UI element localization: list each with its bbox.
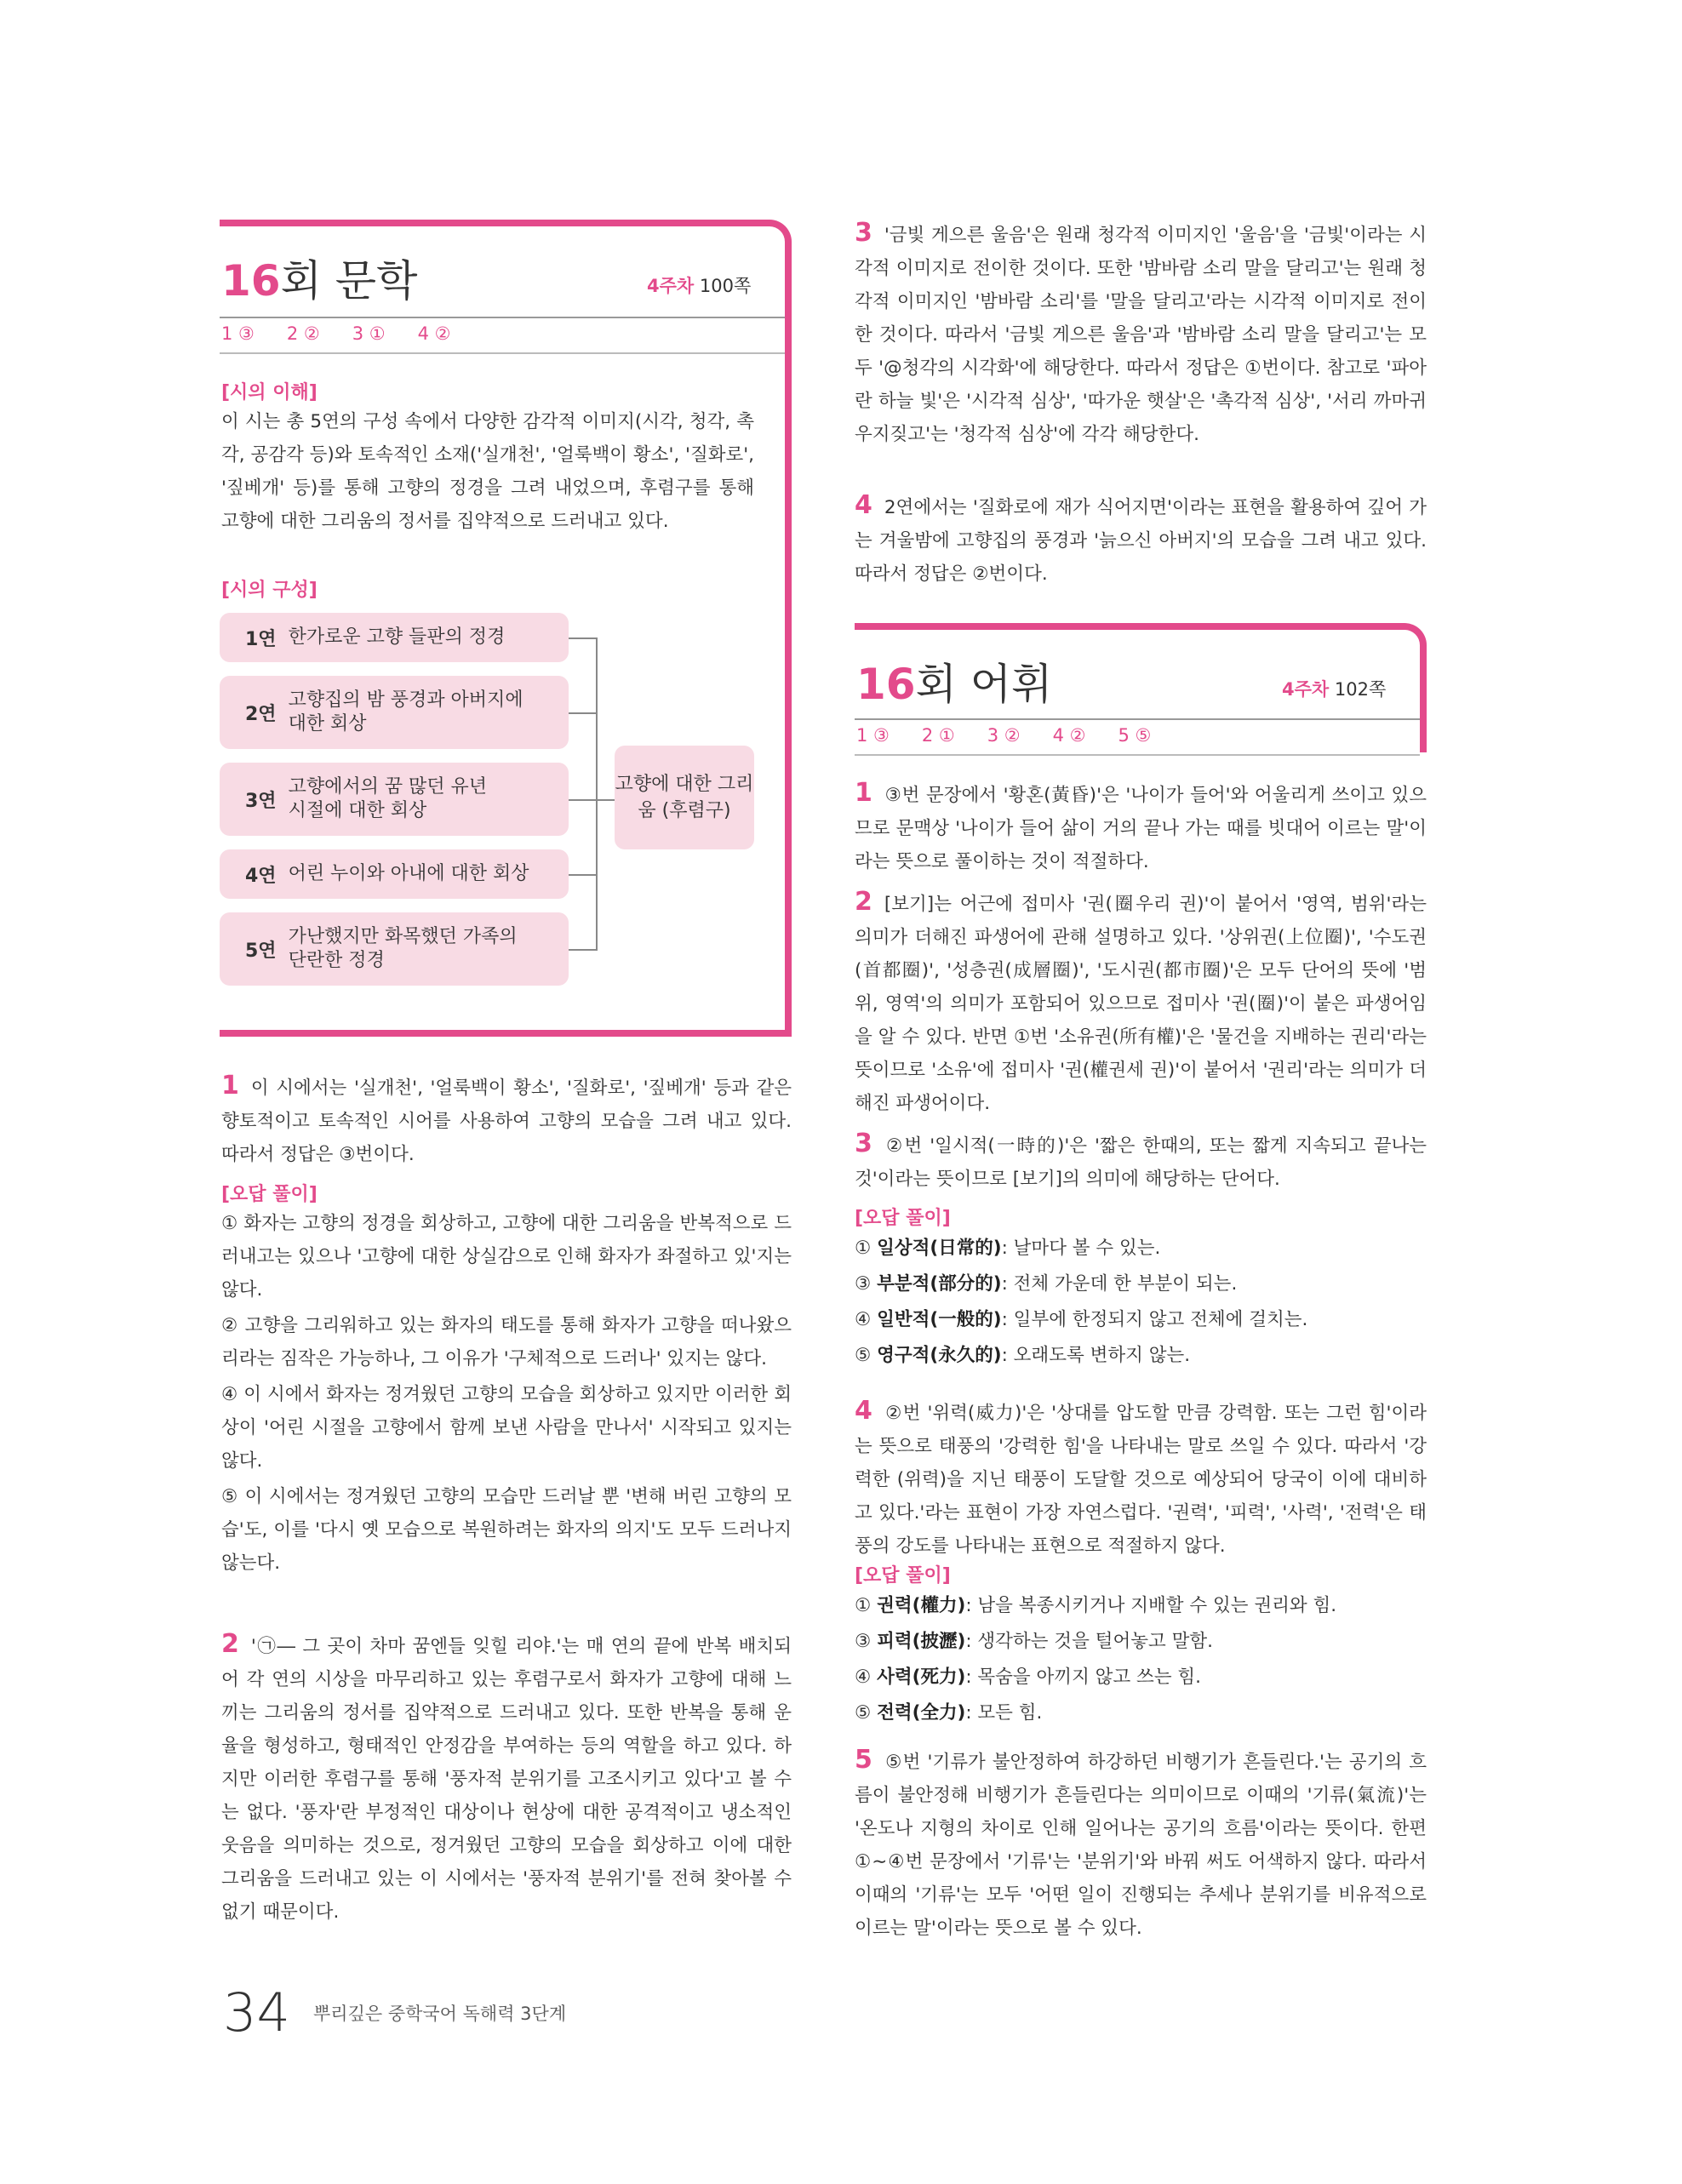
header-rule — [220, 317, 785, 318]
vocab-q4: 4 ②번 '위력(威力)'은 '상대를 압도할 만큼 강력함. 또는 그런 힘'이라는 뜻으로 태풍의 '강력한 힘'을 나타내는 말로 쓰일 수 있다. 따라서 '강력한 (위력)을 지닌 태풍이 도달할 것으로 예상되어 당국이 이에 대비하고 있다.'라는 표현이 가장 자연스럽다. '권력', '피력', '사력', '전력'은 태풍의 강도를 나타내는 표현으로 적절하지 않다. — [855, 1396, 1427, 1557]
header-top-bar — [220, 220, 764, 226]
connector — [569, 712, 598, 714]
definition-item: ⑤ 전력(全力): 모든 힘. — [855, 1702, 1043, 1724]
header-rule — [855, 718, 1420, 720]
understanding-title: [시의 이해] — [221, 382, 318, 403]
connector — [569, 799, 615, 801]
wrong-item: ① 화자는 고향의 정경을 회상하고, 고향에 대한 그리움을 반복적으로 드러내고는 있으나 '고향에 대한 상실감으로 인해 화자가 좌절하고 있'지는 않다. — [221, 1213, 792, 1301]
connector — [569, 874, 598, 876]
definition-item: ① 권력(權力): 남을 복종시키거나 지배할 수 있는 권리와 힘. — [855, 1595, 1337, 1616]
understanding-text: 이 시는 총 5연의 구성 속에서 다양한 감각적 이미지(시각, 청각, 촉각, 공감각 등)와 토속적인 소재('실개천', '얼룩백이 황소', '질화로', '짚베개' 등)를 통해 고향의 정경을 그려 내었으며, 후렴구를 통해 고향에 대한 그리움의 정서를 집약적으로 드러내고 있다. — [221, 411, 754, 532]
wrong-title: [오답 풀이] — [855, 1208, 951, 1229]
vocab-q2: 2 [보기]는 어근에 접미사 '권(圈우리 권)'이 붙어서 '영역, 범위'라는 의미가 더해진 파생어에 관해 설명하고 있다. '상위권(上位圈)', '수도권(首都圈)', '성층권(成層圈)', '도시권(都市圈)'은 모두 단어의 뜻에 '범위, 영역'의 의미가 포함되어 있으므로 접미사 '권(圈)'이 붙은 파생어임을 알 수 있다. 반면 ①번 '소유권(所有權)'은 '물건을 지배하는 권리'라는 뜻이므로 '소유'에 접미사 '권(權권세 권)'이 붙어서 '권리'라는 의미가 더해진 파생어이다. — [855, 887, 1427, 1114]
literature-q2: 2 '㉠― 그 곳이 차마 꿈엔들 잊힐 리야.'는 매 연의 끝에 반복 배치되어 각 연의 시상을 마무리하고 있는 후렴구로서 화자가 고향에 대해 느끼는 그리움의 정서를 집약적으로 드러내고 있다. 또한 반복을 통해 운율을 형성하고, 형태적인 안정감을 부여하는 등의 역할을 하고 있다. 하지만 이러한 후렴구를 통해 '풍자적 분위기를 고조시키고 있다'고 볼 수는 없다. '풍자'란 부정적인 대상이나 현상에 대한 공격적이고 냉소적인 웃음을 의미하는 것으로, 정겨웠던 고향의 모습을 회상하고 이에 대한 그리움을 드러내고 있는 이 시에서는 '풍자적 분위기'를 전혀 찾아볼 수 없기 때문이다. — [221, 1629, 792, 1923]
stanza-5: 5연 가난했지만 화목했던 가족의 단란한 정경 — [220, 912, 569, 986]
definition-item: ④ 사력(死力): 목숨을 아끼지 않고 쓰는 힘. — [855, 1667, 1202, 1688]
definition-item: ⑤ 영구적(永久的): 오래도록 변하지 않는. — [855, 1345, 1191, 1366]
wrong-title: [오답 풀이] — [855, 1565, 951, 1587]
literature-q3: 3 '금빛 게으른 울음'은 원래 청각적 이미지인 '울음'을 '금빛'이라는 시각적 이미지로 전이한 것이다. 또한 '밤바람 소리 말을 달리고'는 원래 청각적 이미지인 '밤바람 소리'를 '말을 달리고'라는 시각적 이미지로 전이한 것이다. 따라서 '금빛 게으른 울음'과 '밤바람 소리 말을 달리고'는 모두 '@청각의 시각화'에 해당한다. 따라서 정답은 ①번이다. 참고로 '파아란 하늘 빛'은 '시각적 심상', '따가운 햇살'은 '촉각적 심상', '서리 까마귀 우지짖고'는 '청각적 심상'에 각각 해당한다. — [855, 218, 1427, 445]
vocab-q5: 5 ⑤번 '기류가 불안정하여 하강하던 비행기가 흔들린다.'는 공기의 흐름이 불안정해 비행기가 흔들린다는 의미이므로 이때의 '기류(氣流)'는 '온도나 지형의 차이로 인해 일어나는 공기의 흐름'이라는 뜻이다. 한편 ①∼④번 문장에서 '기류'는 '분위기'와 바꿔 써도 어색하지 않다. 따라서 이때의 '기류'는 모두 '어떤 일이 진행되는 추세나 분위기를 비유적으로 이르는 말'이라는 뜻으로 볼 수 있다. — [855, 1745, 1427, 1939]
connector-vertical — [596, 637, 598, 951]
book-title: 뿌리깊은 중학국어 독해력 3단계 — [313, 2004, 567, 2024]
answers-rule — [855, 754, 1420, 756]
literature-q1: 1 이 시에서는 '실개천', '얼룩백이 황소', '질화로', '짚베개' 등과 같은 향토적이고 토속적인 시어를 사용하여 고향의 모습을 그려 내고 있다. 따라서 정답은 ③번이다. — [221, 1071, 792, 1165]
vocab-page-ref: 4주차 102쪽 — [1282, 679, 1387, 700]
wrong-item: ④ 이 시에서 화자는 정겨웠던 고향의 모습을 회상하고 있지만 이러한 회상이 '어린 시절을 고향에서 함께 보낸 사람을 만나서' 시작되고 있지는 않다. — [221, 1384, 792, 1472]
definition-item: ④ 일반적(一般的): 일부에 한정되지 않고 전체에 걸치는. — [855, 1309, 1308, 1330]
answers-rule — [220, 352, 785, 354]
q4-wrong-list — [855, 1588, 1427, 1731]
literature-page-ref: 4주차 100쪽 — [647, 276, 752, 296]
definition-item: ③ 부분적(部分的): 전체 가운데 한 부분이 되는. — [855, 1273, 1238, 1295]
box-bottom-bar — [220, 1030, 792, 1037]
structure-title: [시의 구성] — [221, 580, 318, 601]
wrong-item: ② 고향을 그리워하고 있는 화자의 태도를 통해 화자가 고향을 떠나왔으리라는 짐작은 가능하나, 그 이유가 '구체적으로 드러나' 있지는 않다. — [221, 1315, 792, 1369]
connector — [569, 637, 598, 639]
stanza-3: 3연 고향에서의 꿈 많던 유년 시절에 대한 회상 — [220, 763, 569, 836]
definition-item: ① 일상적(日常的): 날마다 볼 수 있는. — [855, 1238, 1161, 1259]
definition-item: ③ 피력(披瀝): 생각하는 것을 털어놓고 말함. — [855, 1631, 1213, 1652]
vocab-title: 16회 어휘 — [856, 660, 1053, 709]
header-top-bar — [855, 623, 1399, 630]
stanza-1: 1연 한가로운 고향 들판의 정경 — [220, 613, 569, 662]
q3-wrong-list — [855, 1231, 1427, 1374]
vocab-q3: 3 ②번 '일시적(一時的)'은 '짧은 한때의, 또는 짧게 지속되고 끝나는 것'이라는 뜻이므로 [보기]의 의미에 해당하는 단어다. — [855, 1129, 1427, 1190]
stanza-4: 4연 어린 누이와 아내에 대한 회상 — [220, 849, 569, 899]
connector — [569, 949, 598, 951]
stanza-2: 2연 고향집의 밤 풍경과 아버지에 대한 회상 — [220, 676, 569, 749]
wrong-list — [221, 1207, 792, 1580]
wrong-title: [오답 풀이] — [221, 1184, 318, 1205]
literature-title: 16회 문학 — [221, 256, 418, 306]
page-number: 34 — [223, 1981, 290, 2044]
theme-box: 고향에 대한 그리움 (후렴구) — [615, 746, 754, 849]
vocab-answers: 1 ③ 2 ① 3 ② 4 ② 5 ⑤ — [856, 725, 1152, 746]
literature-q4: 4 2연에서는 '질화로에 재가 식어지면'이라는 표현을 활용하여 깊어 가는 겨울밤에 고향집의 풍경과 '늙으신 아버지'의 모습을 그려 내고 있다. 따라서 정답은 ②번이다. — [855, 490, 1427, 585]
wrong-item: ⑤ 이 시에서는 정겨웠던 고향의 모습만 드러날 뿐 '변해 버린 고향의 모습'도, 이를 '다시 옛 모습으로 복원하려는 화자의 의지'도 모두 드러나지 않는다. — [221, 1486, 792, 1574]
vocab-q1: 1 ③번 문장에서 '황혼(黃昏)'은 '나이가 들어'와 어울리게 쓰이고 있으므로 문맥상 '나이가 들어 삶이 거의 끝나 가는 때를 빗대어 이르는 말'이라는 뜻으로 풀이하는 것이 적절하다. — [855, 778, 1427, 872]
literature-answers: 1 ③ 2 ② 3 ① 4 ② — [221, 323, 451, 344]
